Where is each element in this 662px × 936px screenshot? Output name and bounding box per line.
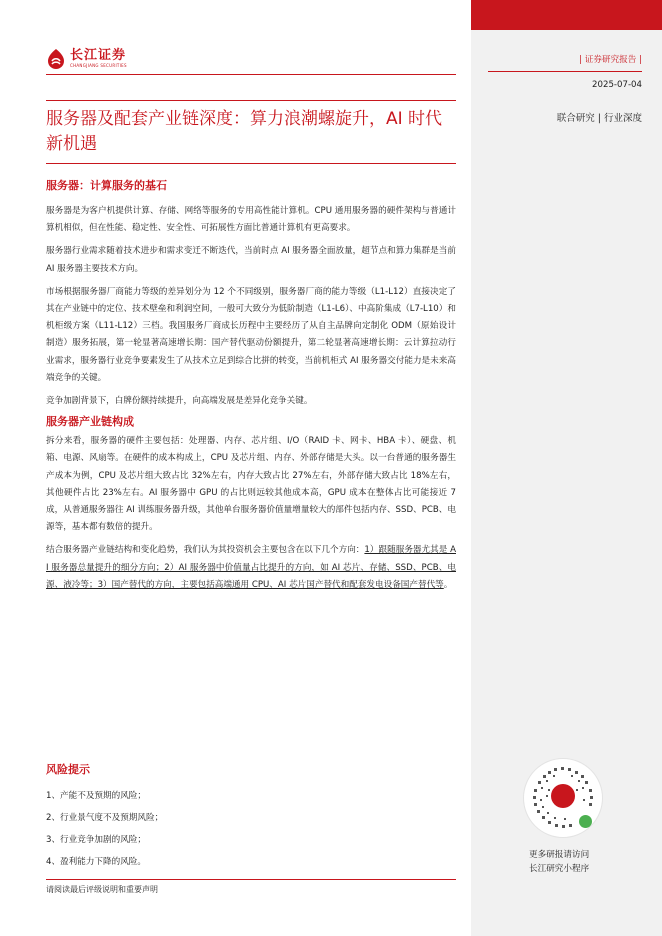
sidebar — [471, 0, 662, 936]
logo-name-en: CHANGJIANG SECURITIES — [70, 63, 127, 68]
report-category: 联合研究 | 行业深度 — [556, 113, 642, 124]
sidebar-divider — [488, 71, 642, 72]
risk-item: 2、行业景气度不及预期风险； — [46, 813, 164, 823]
lead-text: 结合服务器产业链结构和变化趋势，我们认为其投资机会主要包含在以下几个方向： — [46, 545, 365, 556]
section-heading-supply-chain: 服务器产业链构成 — [46, 415, 134, 429]
risk-item: 1、产能不及预期的风险； — [46, 791, 146, 801]
risk-item: 3、行业竞争加剧的风险； — [46, 835, 146, 845]
paragraph: 市场根据服务器厂商能力等级的差异划分为 12 个不同级别，服务器厂商的能力等级（L1-L12）直接决定了其在产业链中的定位、技术壁垒和利润空间，一般可大致分为低阶制造（L1-L6）、中高阶集成（L7-L10）和机柜级方案（L11-L12）三档。我国服务厂商成长历程中主要经历了从自主品牌向定制化 ODM（原始设计制造）服务拓展，第一轮显著高速增长期：国产替代驱动份额提升，第二轮显著高速增长期：云计算拉动行业需求，服务器行业竞争要素发生了从技术立足到综合比拼的转变，当前机柜式 AI 服务器交付能力是未来高端竞争的关键。 — [46, 286, 456, 383]
qr-caption: 长江研究小程序 — [529, 864, 590, 874]
underlined-directions: 1）跟随服务器尤其是 AI 服务器总量提升的细分方向；2）AI 服务器中价值量占比提升的方向，如 AI 芯片、存储、SSD、PCB、电源、液冷等；3）国产替代的方向，主要包括高端通用 CPU、AI 芯片国产替代和配套发电设备国产替代等 — [46, 545, 456, 590]
paragraph: 竞争加剧背景下，白牌份额持续提升，向高端发展是差异化竞争关键。 — [46, 396, 313, 407]
footer-disclaimer: 请阅读最后评级说明和重要声明 — [46, 885, 158, 894]
qr-center-logo-icon — [551, 784, 575, 808]
footer-divider — [46, 879, 456, 880]
logo-name-cn: 长江证券 — [70, 48, 127, 63]
period: 。 — [443, 579, 453, 590]
report-type: | 证券研究报告 | — [579, 55, 642, 65]
main-content — [46, 100, 456, 594]
paragraph: 拆分来看，服务器的硬件主要包括：处理器、内存、芯片组、I/O（RAID 卡、网卡、HBA 卡）、硬盘、机箱、电源、风扇等。在硬件的成本构成上，CPU 及芯片组、内存、外部存储是大头。以一台普通的服务器生产成本为例，CPU 及芯片组大致占比 32%左右，内存大致占比 27%左右，外部存储大致占比 18%左右，其他硬件占比 23%左右。AI 服务器中 GPU 的占比则远较其他成本高，GPU 成本在整体占比可能接近 7 成，从普通服务器往 AI 训练服务器升级，其他单台服务器价值量增量较大的部件包括内存、SSD、PCB、电源等，基本都有数倍的提升。 — [46, 436, 456, 533]
risk-section — [46, 762, 456, 878]
paragraph: 服务器是为客户机提供计算、存储、网络等服务的专用高性能计算机。CPU 通用服务器的硬件架构与普通计算机相似，但在性能、稳定性、安全性、可拓展性方面比普通计算机有更高要求。 — [46, 206, 456, 234]
header-divider — [46, 74, 456, 75]
mini-program-qr-code[interactable] — [523, 758, 603, 838]
wechat-badge-icon — [579, 815, 592, 828]
section-heading-server-basics: 服务器：计算服务的基石 — [46, 179, 167, 192]
report-title: 服务器及配套产业链深度：算力浪潮螺旋升，AI 时代新机遇 — [46, 109, 443, 154]
paragraph-investment-directions — [46, 542, 456, 594]
report-date: 2025-07-04 — [592, 80, 642, 90]
paragraph: 服务器行业需求随着技术进步和需求变迁不断迭代，当前时点 AI 服务器全面放量，超节点和算力集群是当前 AI 服务器主要技术方向。 — [46, 246, 456, 274]
qr-caption: 更多研报请访问 — [529, 850, 590, 860]
company-logo — [46, 46, 127, 72]
sidebar-top-bar — [471, 0, 662, 30]
risk-item: 4、盈利能力下降的风险。 — [46, 857, 146, 867]
logo-mark-icon — [46, 48, 66, 70]
risk-heading: 风险提示 — [46, 763, 90, 776]
title-divider-top — [46, 100, 456, 101]
